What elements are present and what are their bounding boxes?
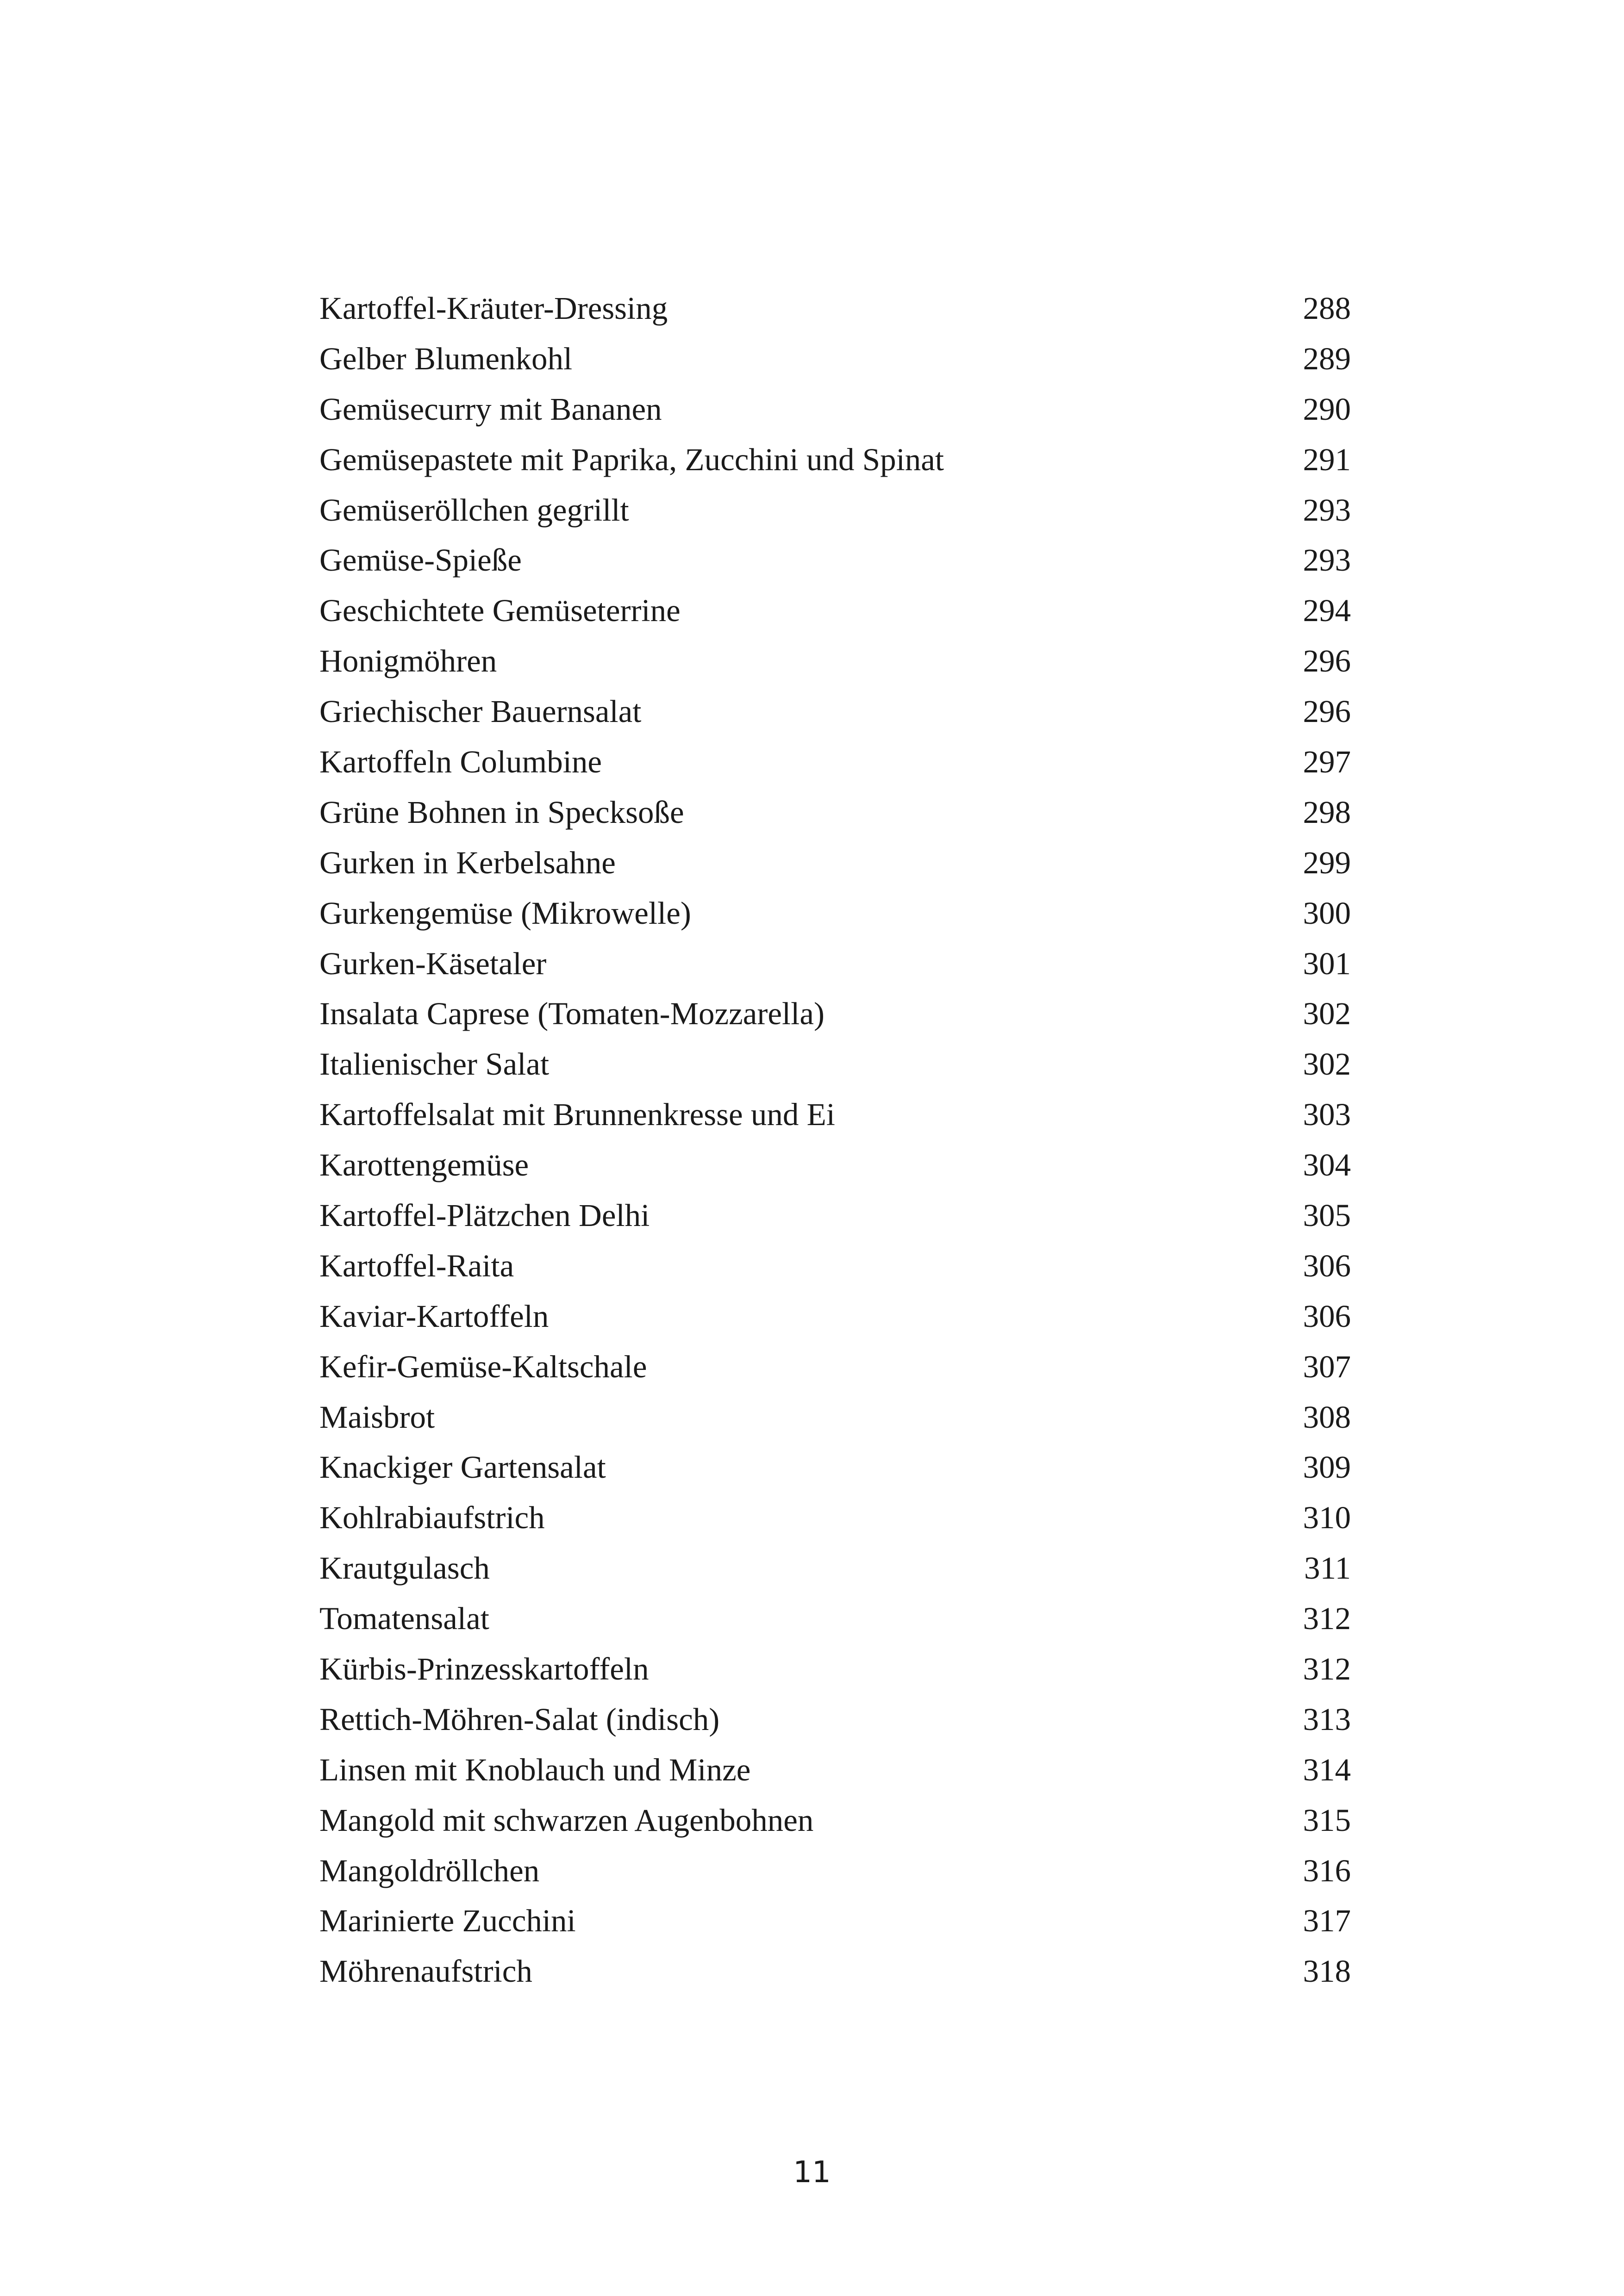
toc-entry-title: Kohlrabiaufstrich [319, 1500, 545, 1536]
toc-entry-page: 302 [1303, 996, 1351, 1032]
toc-entry [319, 1089, 1351, 1140]
toc-entry-page: 294 [1303, 593, 1351, 628]
toc-entry-title: Gurken in Kerbelsahne [319, 845, 616, 880]
toc-entry [319, 737, 1351, 787]
toc-entry-title: Gemüse-Spieße [319, 542, 522, 578]
page-number: 11 [793, 2155, 831, 2190]
toc-entry-page: 297 [1303, 744, 1351, 779]
toc-entry-page: 298 [1303, 794, 1351, 830]
toc-entry-title: Linsen mit Knoblauch und Minze [319, 1752, 751, 1787]
toc-entry-page: 315 [1303, 1802, 1351, 1838]
toc-entry-page: 306 [1303, 1248, 1351, 1283]
toc-entry [319, 1745, 1351, 1795]
toc-entry-title: Kartoffel-Plätzchen Delhi [319, 1197, 650, 1233]
toc-entry-page: 318 [1303, 1954, 1351, 1989]
toc-entry [319, 1846, 1351, 1896]
toc-entry-title: Kartoffelsalat mit Brunnenkresse und Ei [319, 1097, 835, 1132]
toc-entry-title: Kartoffel-Raita [319, 1248, 514, 1283]
toc-entry [319, 989, 1351, 1039]
toc-entry-title: Kürbis-Prinzesskartoffeln [319, 1651, 649, 1686]
toc-entry-title: Rettich-Möhren-Salat (indisch) [319, 1701, 720, 1737]
toc-entry [319, 838, 1351, 888]
toc-entry [319, 1694, 1351, 1745]
toc-entry-title: Honigmöhren [319, 643, 497, 679]
toc-entry-page: 310 [1303, 1500, 1351, 1536]
toc-entry [319, 1896, 1351, 1947]
toc-entry-page: 291 [1303, 442, 1351, 477]
toc-entry [319, 1392, 1351, 1443]
toc-entry [319, 485, 1351, 535]
toc-entry [319, 384, 1351, 435]
toc-entry [319, 1140, 1351, 1190]
toc-entry-page: 303 [1303, 1097, 1351, 1132]
toc-entry-title: Griechischer Bauernsalat [319, 694, 642, 729]
toc-entry-page: 293 [1303, 542, 1351, 578]
toc-entry-page: 313 [1303, 1701, 1351, 1737]
toc-entry-page: 300 [1303, 895, 1351, 931]
toc-entry-title: Geschichtete Gemüseterrine [319, 593, 681, 628]
toc-entry-title: Kefir-Gemüse-Kaltschale [319, 1349, 647, 1384]
toc-entry-title: Gelber Blumenkohl [319, 341, 573, 376]
toc-entry-title: Kaviar-Kartoffeln [319, 1298, 549, 1334]
toc-entry-page: 305 [1303, 1197, 1351, 1233]
toc-entry-page: 304 [1303, 1147, 1351, 1183]
toc-entry [319, 1543, 1351, 1593]
toc-entry-page: 289 [1303, 341, 1351, 376]
toc-entry [319, 334, 1351, 384]
toc-entry [319, 1291, 1351, 1342]
toc-entry [319, 888, 1351, 939]
toc-entry [319, 1190, 1351, 1241]
toc-entry-title: Gemüseröllchen gegrillt [319, 492, 629, 528]
toc-entry [319, 585, 1351, 636]
table-of-contents [319, 283, 1351, 1997]
toc-entry-page: 290 [1303, 391, 1351, 427]
toc-entry [319, 1593, 1351, 1644]
toc-entry-title: Gurken-Käsetaler [319, 946, 547, 981]
toc-entry [319, 1946, 1351, 1997]
toc-entry [319, 1442, 1351, 1493]
toc-entry [319, 1039, 1351, 1089]
toc-entry [319, 1795, 1351, 1846]
toc-entry-title: Mangold mit schwarzen Augenbohnen [319, 1802, 814, 1838]
toc-entry [319, 435, 1351, 485]
toc-entry-title: Kartoffeln Columbine [319, 744, 602, 779]
toc-entry-title: Gemüsepastete mit Paprika, Zucchini und Spinat [319, 442, 944, 477]
toc-entry-title: Grüne Bohnen in Specksoße [319, 794, 684, 830]
toc-entry-title: Tomatensalat [319, 1601, 489, 1636]
toc-entry-page: 306 [1303, 1298, 1351, 1334]
toc-entry-page: 288 [1303, 290, 1351, 326]
toc-entry [319, 939, 1351, 989]
toc-entry-title: Italienischer Salat [319, 1046, 550, 1082]
toc-entry-page: 296 [1303, 694, 1351, 729]
toc-entry-page: 299 [1303, 845, 1351, 880]
toc-entry-page: 309 [1303, 1450, 1351, 1485]
toc-entry [319, 1241, 1351, 1291]
toc-entry-page: 314 [1303, 1752, 1351, 1787]
toc-entry-title: Insalata Caprese (Tomaten-Mozzarella) [319, 996, 824, 1032]
toc-entry-page: 293 [1303, 492, 1351, 528]
toc-entry [319, 535, 1351, 585]
toc-entry [319, 787, 1351, 838]
toc-entry-page: 301 [1303, 946, 1351, 981]
toc-entry [319, 1342, 1351, 1392]
toc-entry-title: Maisbrot [319, 1399, 435, 1435]
toc-entry [319, 1644, 1351, 1694]
toc-entry-page: 311 [1304, 1550, 1351, 1586]
toc-entry-title: Karottengemüse [319, 1147, 529, 1183]
toc-entry-page: 308 [1303, 1399, 1351, 1435]
toc-entry-title: Kartoffel-Kräuter-Dressing [319, 290, 668, 326]
toc-entry-title: Knackiger Gartensalat [319, 1450, 606, 1485]
toc-entry [319, 686, 1351, 737]
toc-entry-page: 316 [1303, 1853, 1351, 1888]
toc-entry-page: 296 [1303, 643, 1351, 679]
toc-entry [319, 636, 1351, 686]
toc-entry-title: Krautgulasch [319, 1550, 490, 1586]
toc-entry-title: Gemüsecurry mit Bananen [319, 391, 662, 427]
toc-entry-page: 312 [1303, 1651, 1351, 1686]
toc-entry-page: 302 [1303, 1046, 1351, 1082]
toc-entry [319, 1493, 1351, 1543]
toc-entry-title: Mangoldröllchen [319, 1853, 540, 1888]
toc-entry-title: Möhrenaufstrich [319, 1954, 532, 1989]
toc-entry [319, 283, 1351, 334]
toc-entry-title: Marinierte Zucchini [319, 1903, 576, 1939]
toc-entry-page: 312 [1303, 1601, 1351, 1636]
toc-entry-page: 317 [1303, 1903, 1351, 1939]
toc-entry-page: 307 [1303, 1349, 1351, 1384]
toc-entry-title: Gurkengemüse (Mikrowelle) [319, 895, 691, 931]
